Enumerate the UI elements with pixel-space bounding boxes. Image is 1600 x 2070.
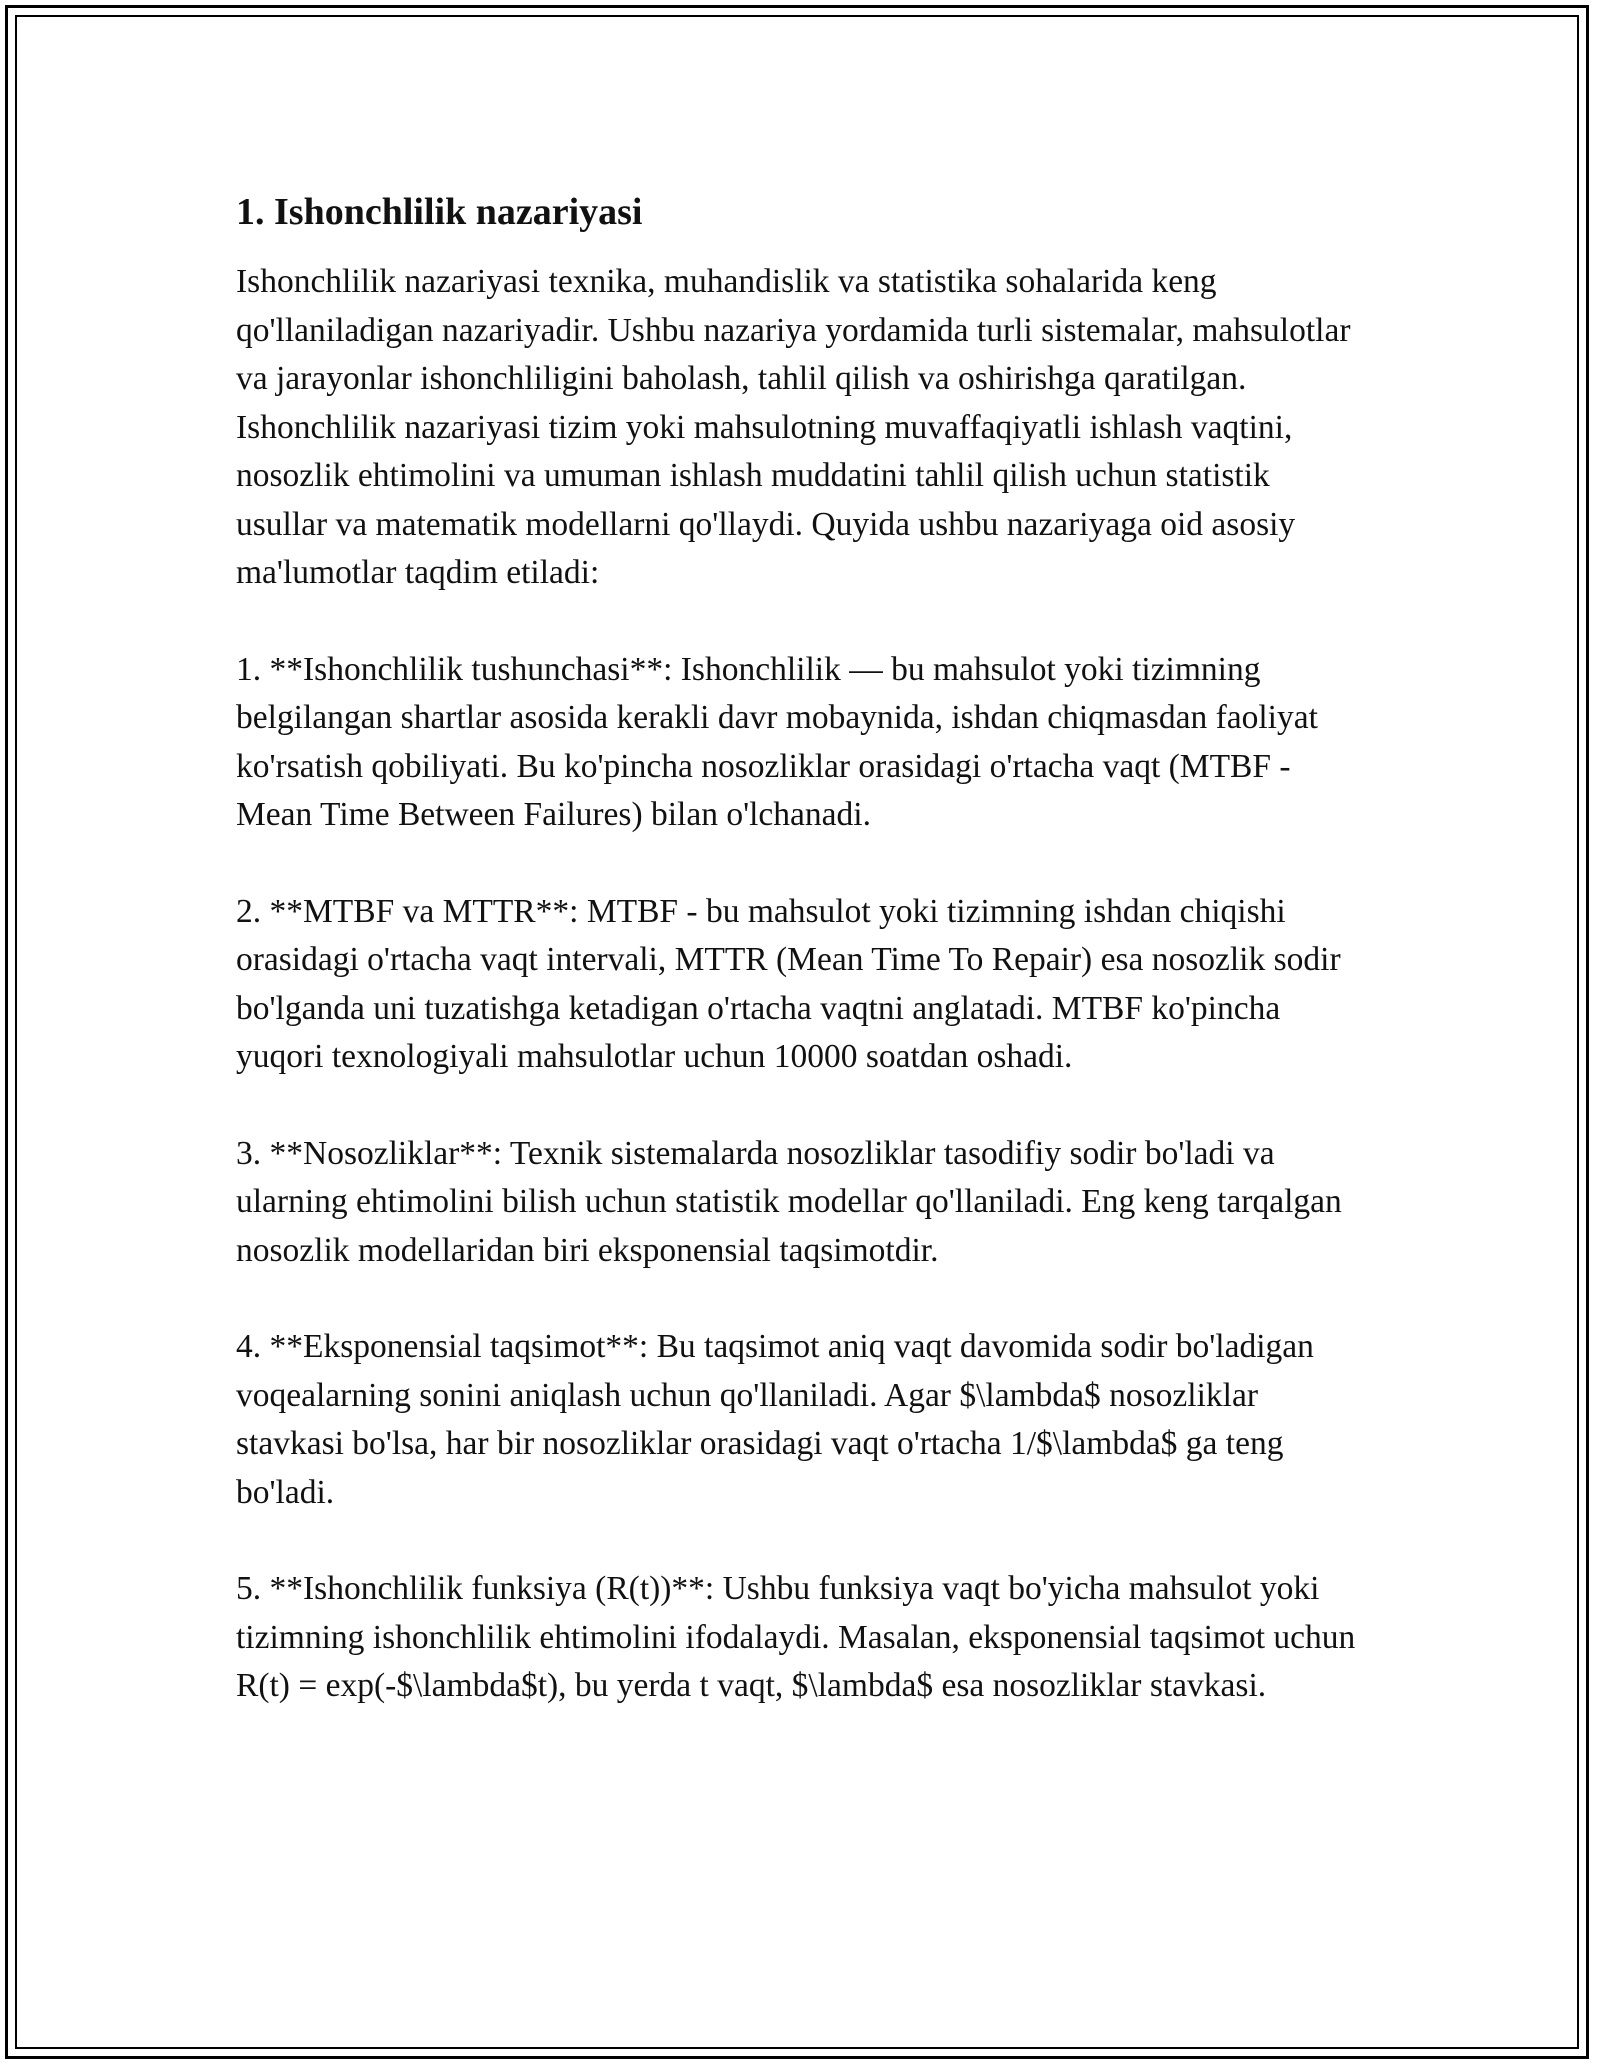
paragraph-failures: 3. **Nosozliklar**: Texnik sistemalarda nosozliklar tasodifiy sodir bo'ladi va ularning ehtimolini bilish uchun statistik modellar qo'llaniladi. Eng keng tarqalgan nosozlik modellaridan biri eksponensial taqsimotdir. [236,1134,1342,1269]
section-heading: 1. Ishonchlilik nazariyasi [236,191,643,233]
paragraph-reliability-concept: 1. **Ishonchlilik tushunchasi**: Ishonchlilik — bu mahsulot yoki tizimning belgilangan shartlar asosida kerakli davr mobaynida, ishdan chiqmasdan faoliyat ko'rsatish qobiliyati. Bu ko'pincha nosozliklar orasidagi o'rtacha vaqt (MTBF - Mean Time Between Failures) bilan o'lchanadi. [236,650,1318,833]
intro-paragraph: Ishonchlilik nazariyasi texnika, muhandislik va statistika sohalarida keng qo'llaniladigan nazariyadir. Ushbu nazariya yordamida turli sistemalar, mahsulotlar va jarayonlar ishonchliligini baholash, tahlil qilish va oshirishga qaratilgan. Ishonchlilik nazariyasi tizim yoki mahsulotning muvaffaqiyatli ishlash vaqtini, nosozlik ehtimolini va umuman ishlash muddatini tahlil qilish uchun statistik usullar va matematik modellarni qo'llaydi. Quyida ushbu nazariyaga oid asosiy ma'lumotlar taqdim etiladi: [236,263,1351,591]
paragraph-exponential-distribution: 4. **Eksponensial taqsimot**: Bu taqsimot aniq vaqt davomida sodir bo'ladigan voqealarning sonini aniqlash uchun qo'llaniladi. Agar $\lambda$ nosozliklar stavkasi bo'lsa, har bir nosozliklar orasidagi vaqt o'rtacha 1/$\lambda$ ga teng bo'ladi. [236,1328,1314,1511]
paragraph-mtbf-mttr: 2. **MTBF va MTTR**: MTBF - bu mahsulot yoki tizimning ishdan chiqishi orasidagi o'rtacha vaqt intervali, MTTR (Mean Time To Repair) esa nosozlik sodir bo'lganda uni tuzatishga ketadigan o'rtacha vaqtni anglatadi. MTBF ko'pincha yuqori texnologiyali mahsulotlar uchun 10000 soatdan oshadi. [236,892,1341,1075]
document-body [236,186,1366,1759]
paragraph-reliability-function: 5. **Ishonchlilik funksiya (R(t))**: Ushbu funksiya vaqt bo'yicha mahsulot yoki tizimning ishonchlilik ehtimolini ifodalaydi. Masalan, eksponensial taqsimot uchun R(t) = exp(-$\lambda$t), bu yerda t vaqt, $\lambda$ esa nosozliklar stavkasi. [236,1570,1356,1704]
